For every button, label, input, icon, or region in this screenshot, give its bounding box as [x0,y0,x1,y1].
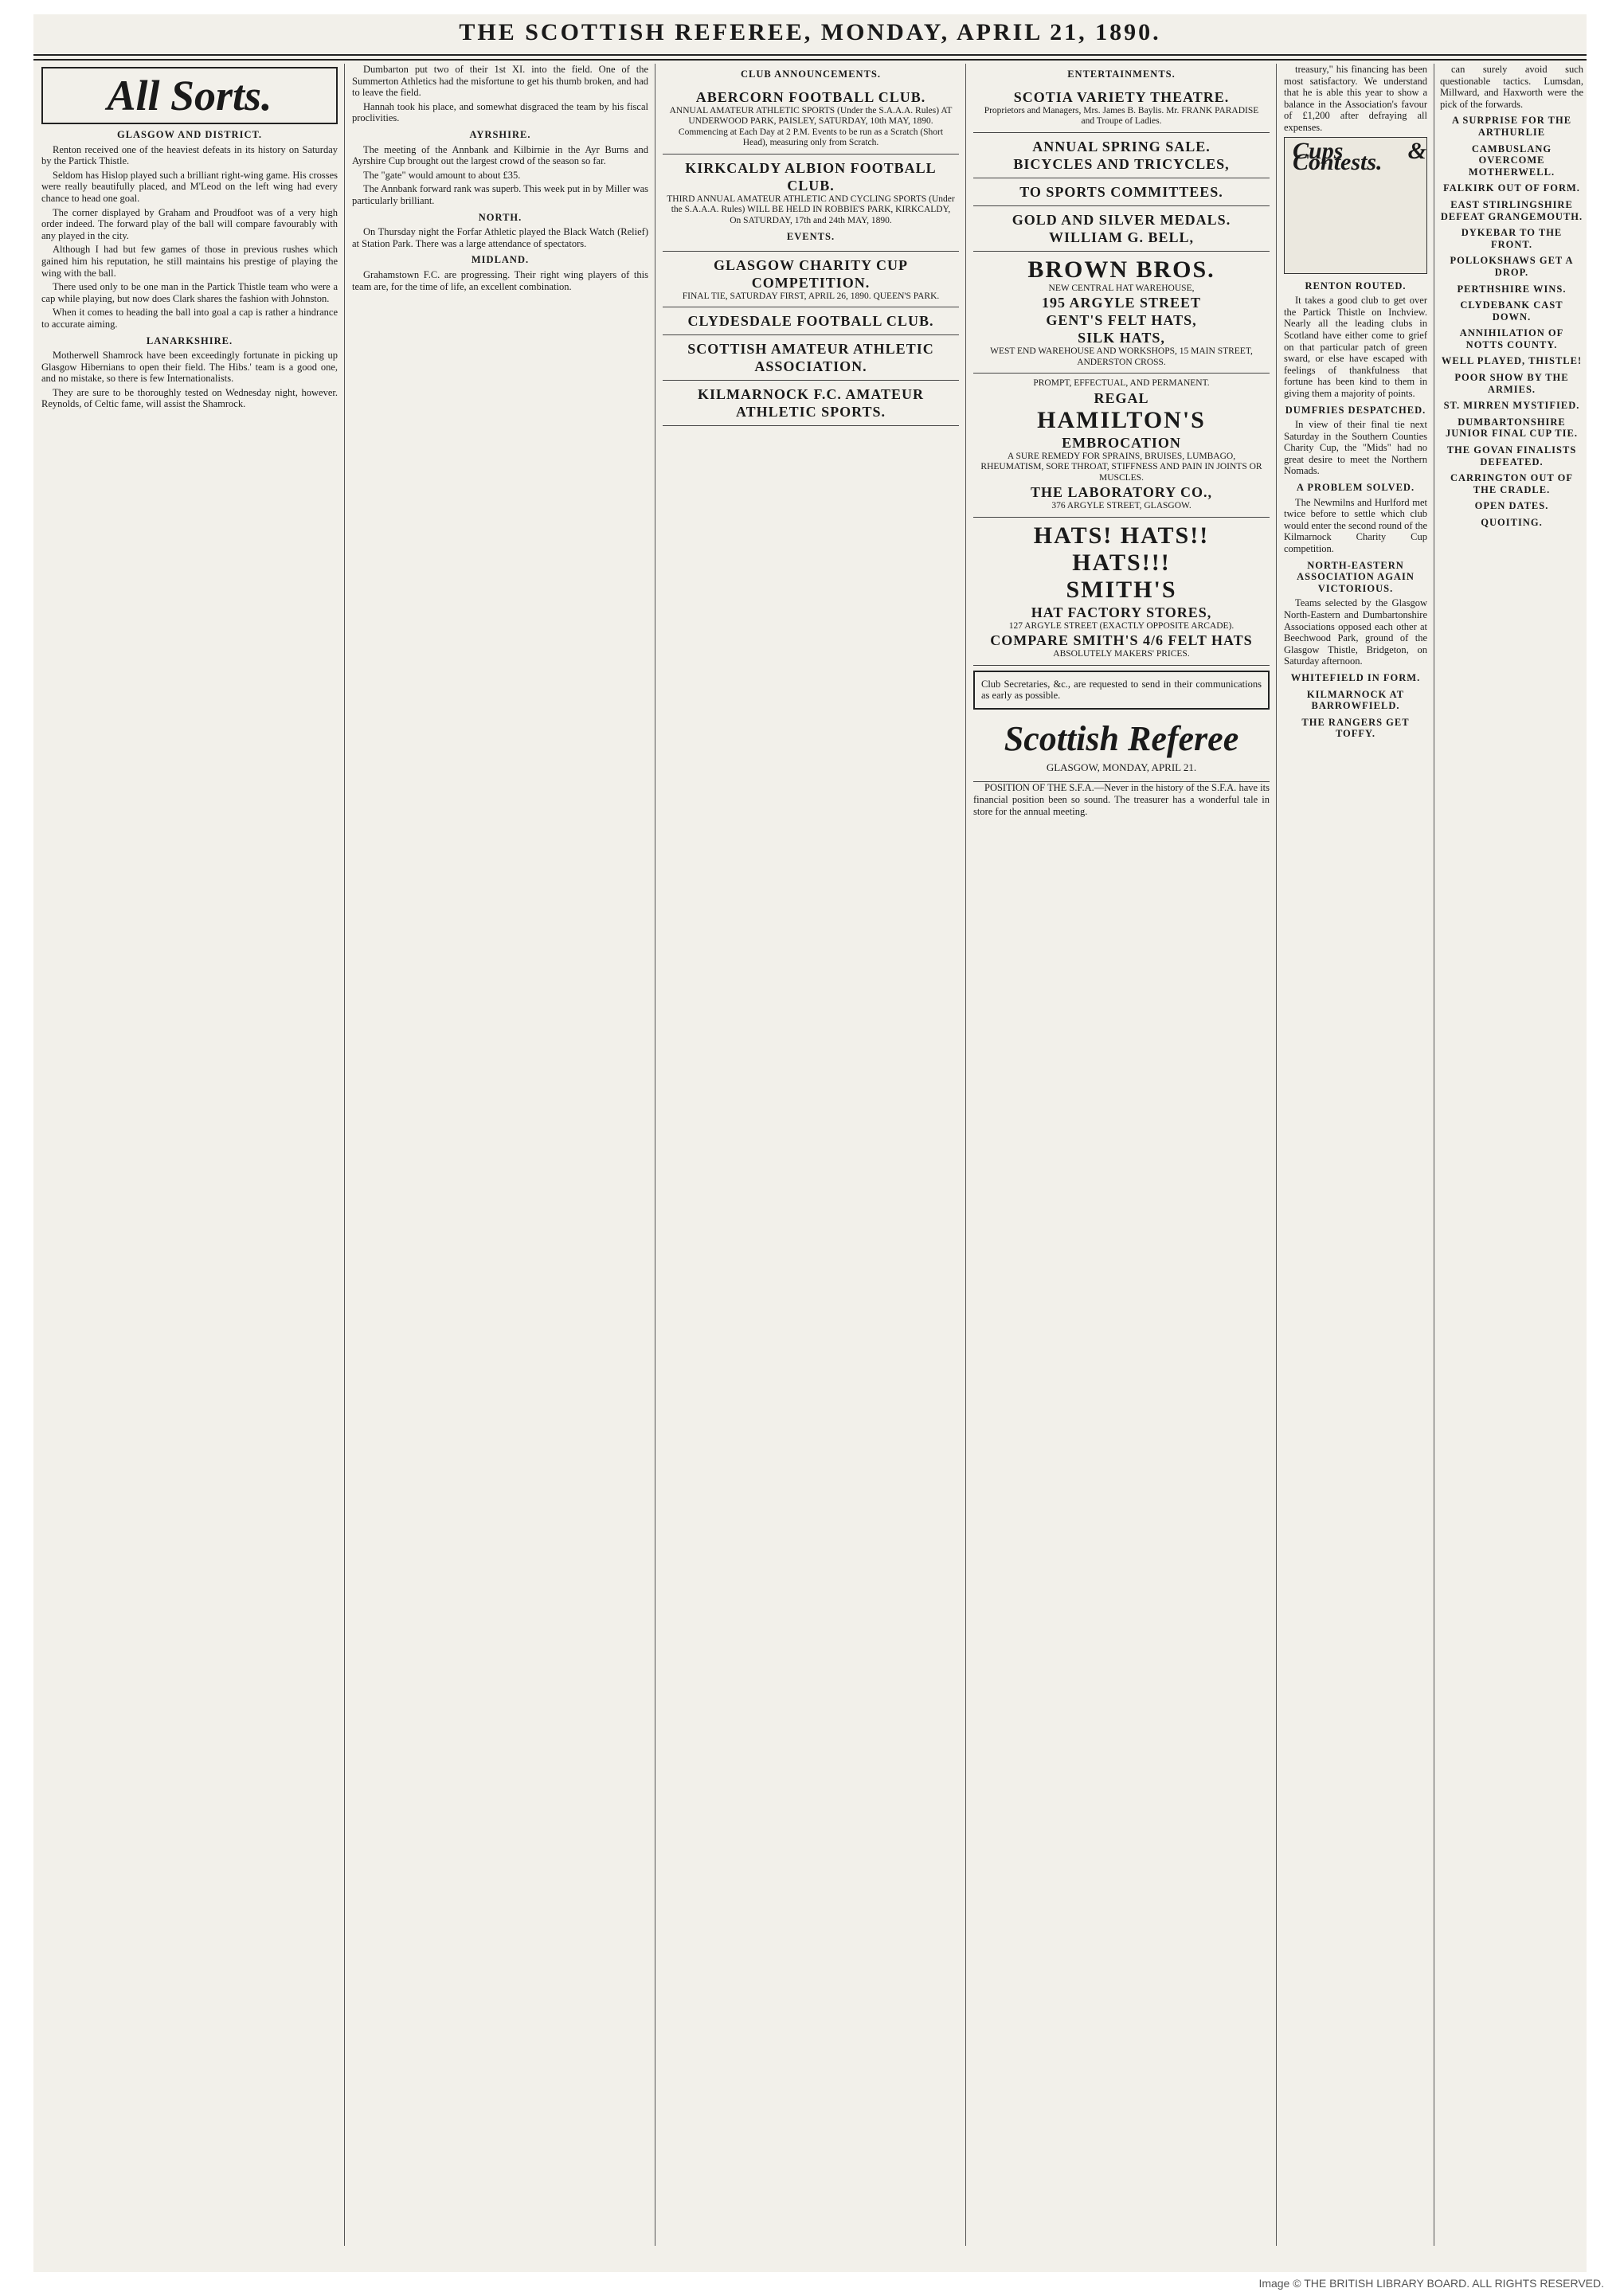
section-heading: PERTHSHIRE WINS. [1457,283,1567,295]
ad-text: Proprietors and Managers, Mrs. James B. Baylis. Mr. FRANK PARADISE and Troupe of Ladies. [984,105,1259,127]
ad-subtitle: GENT'S FELT HATS, [1046,312,1197,329]
cups-contests-cartoon [1284,137,1427,274]
club-title: KIRKCALDY ALBION FOOTBALL CLUB. [685,159,937,194]
section-heading: KILMARNOCK AT BARROWFIELD. [1306,688,1405,712]
paragraph: The Annbank forward rank was superb. This week put in by Miller was particularly brilliant. [352,183,648,206]
ad-text: A SURE REMEDY FOR SPRAINS, BRUISES, LUMBAGO, RHEUMATISM, SORE THROAT, STIFFNESS AND PAIN IN JOINTS OR MUSCLES. [980,451,1262,483]
ad-subtitle: 195 ARGYLE STREET [1041,295,1202,311]
section-heading: ANNIHILATION OF NOTTS COUNTY. [1459,327,1564,350]
paragraph: It takes a good club to get over the Partick Thistle on Inchview. Nearly all the leading clubs in Scotland have either come to grief on that particular patch of green sward, or else have escaped with feelings of thankfulness that fortune has been kind to them in giving them a majority of points. [1284,295,1427,399]
paragraph: Seldom has Hislop played such a brilliant right-wing game. His crosses were really beautifully placed, and M'Leod on the left wing had every chance to head one goal. [41,169,338,204]
newspaper-page [33,14,1587,2272]
paragraph: When it comes to heading the ball into goal a cap is rather a hindrance to accurate aiming. [41,307,338,330]
ad-text: PROMPT, EFFECTUAL, AND PERMANENT. [1033,378,1210,389]
ad-title: ANNUAL SPRING SALE. [1032,138,1211,155]
column-3 [663,64,959,2246]
club-text: THIRD ANNUAL AMATEUR ATHLETIC AND CYCLING SPORTS (Under the S.A.A.A. Rules) WILL BE HELD IN ROBBIE'S PARK, KIRKCALDY, On SATURDAY, 17th and 24th MAY, 1890. [667,194,955,225]
ad-subtitle: SILK HATS, [1078,330,1165,346]
advertisement [973,178,1270,206]
paragraph: On Thursday night the Forfar Athletic played the Black Watch (Relief) at Station Park. There was a large attendance of spectators. [352,226,648,249]
image-credit: Image © THE BRITISH LIBRARY BOARD. ALL RIGHTS RESERVED. [1258,2277,1604,2290]
club-title: ABERCORN FOOTBALL CLUB. [695,88,926,105]
section-heading: DYKEBAR TO THE FRONT. [1461,227,1563,250]
paragraph: In view of their final tie next Saturday in the Southern Counties Charity Cup, the "Mids" had no great desire to meet the Northern Nomads. [1284,419,1427,477]
ad-text: NEW CENTRAL HAT WAREHOUSE, [1048,283,1195,293]
events-heading: EVENTS. [786,231,835,243]
section-heading: CLYDEBANK CAST DOWN. [1460,299,1563,323]
column-6 [1440,64,1583,2246]
paragraph: Teams selected by the Glasgow North-Eastern and Dumbartonshire Associations opposed each other at Beechwood Park, ground of the Glasgow Thistle, Bridgeton, on Saturday afternoon. [1284,597,1427,667]
ad-subtitle: EMBROCATION [1062,434,1181,451]
section-heading: AYRSHIRE. [469,128,531,140]
ad-title: GOLD AND SILVER MEDALS. [1012,211,1231,228]
ad-text: 127 ARGYLE STREET (EXACTLY OPPOSITE ARCADE). [1008,620,1235,631]
section-heading: CARRINGTON OUT OF THE CRADLE. [1450,472,1574,495]
ad-subtitle: BICYCLES AND TRICYCLES, [1013,155,1230,172]
ad-text: WEST END WAREHOUSE AND WORKSHOPS, 15 MAIN STREET, ANDERSTON CROSS. [990,346,1253,367]
section-heading: MIDLAND. [471,254,530,266]
advertisement [973,206,1270,252]
section-heading: POOR SHOW BY THE ARMIES. [1454,372,1569,395]
club-announcement [663,381,959,426]
column-rule [1276,64,1277,2246]
section-heading: OPEN DATES. [1474,500,1549,512]
ad-text: 376 ARGYLE STREET, GLASGOW. [1051,501,1192,511]
paragraph: Grahamstown F.C. are progressing. Their right wing players of this team are, for the time of life, an excellent combination. [352,268,648,292]
club-text: ANNUAL AMATEUR ATHLETIC SPORTS (Under the S.A.A.A. Rules) AT UNDERWOOD PARK, PAISLEY, SATURDAY, 10th MAY, 1890. Commencing at Each Day at 2 P.M. Events to be run as a Scratch (Short Head), measuring only from Scratch. [669,105,953,148]
paragraph: The corner displayed by Graham and Proudfoot was of a very high order indeed. The forward play of the ball will compare favourably with any played in the city. [41,206,338,241]
section-heading: POLLOKSHAWS GET A DROP. [1450,255,1574,278]
column-1 [41,64,338,2246]
column-rule [344,64,345,2246]
section-heading: FALKIRK OUT OF FORM. [1443,182,1580,194]
paragraph: Dumbarton put two of their 1st XI. into the field. One of the Summerton Athletics had the misfortune to get his thumb broken, and had to leave the field. [352,64,648,99]
club-announcement [663,84,959,155]
section-heading: THE GOVAN FINALISTS DEFEATED. [1446,444,1577,467]
club-title: KILMARNOCK F.C. AMATEUR ATHLETIC SPORTS. [697,386,924,420]
ad-title: HAMILTON'S [1037,406,1206,433]
section-heading: CLUB ANNOUNCEMENTS. [741,68,881,80]
section-heading: NORTH-EASTERN ASSOCIATION AGAIN VICTORIOUS. [1297,559,1415,594]
column-2 [352,64,648,2246]
paragraph: The meeting of the Annbank and Kilbirnie in the Ayr Burns and Ayrshire Cup brought out the largest crowd of the season so far. [352,143,648,167]
all-sorts-heading: All Sorts. [41,67,338,124]
section-heading: WHITEFIELD IN FORM. [1290,671,1421,683]
ad-title: HATS!!! [1072,549,1171,576]
paragraph: treasury," his financing has been most satisfactory. We understand that he is able this year to show a balance in the Association's favour of £1,200 after defraying all expenses. [1284,64,1427,133]
dateline: GLASGOW, MONDAY, APRIL 21. [1046,761,1197,773]
ad-title: BROWN BROS. [1027,256,1215,283]
column-4-advertisements [973,64,1270,2246]
paper-nameplate [973,714,1270,783]
secretaries-notice [973,671,1270,710]
ad-text: ABSOLUTELY MAKERS' PRICES. [1053,649,1190,659]
advertisement [973,84,1270,133]
section-heading: THE RANGERS GET TOFFY. [1301,716,1410,740]
paragraph: The "gate" would amount to about £35. [363,169,521,181]
paragraph: The Newmilns and Hurlford met twice before to settle which club would enter the second round of the Kilmarnock Charity Cup competition. [1284,496,1427,555]
advertisement [973,133,1270,178]
section-heading: QUOITING. [1481,517,1543,528]
paragraph: Motherwell Shamrock have been exceedingly fortunate in picking up Glasgow Hibernians to open their field. The Hibs.' team is a good one, and no mistake, so there is few Internationalists. [41,350,338,385]
section-heading: WELL PLAYED, THISTLE! [1441,355,1583,367]
paragraph: They are sure to be thoroughly tested on Wednesday night, however. Reynolds, of Celtic fame, will assist the Shamrock. [41,386,338,410]
ad-title: TO SPORTS COMMITTEES. [1019,183,1223,200]
advertisement-hamiltons [973,374,1270,518]
section-heading: NORTH. [478,211,522,223]
club-announcement [663,155,959,252]
nameplate-title: Scottish Referee [1004,718,1239,758]
paragraph: There used only to be one man in the Partick Thistle team who were a cap while playing, but now does Clark shares the fashion with Johnston. [41,281,338,304]
section-heading: ST. MIRREN MYSTIFIED. [1443,400,1580,412]
section-heading: DUMBARTONSHIRE JUNIOR FINAL CUP TIE. [1446,416,1578,440]
advertisement-brown-bros [973,252,1270,374]
club-text: FINAL TIE, SATURDAY FIRST, APRIL 26, 1890. QUEEN'S PARK. [682,291,940,301]
editorial-paragraph: POSITION OF THE S.F.A.—Never in the history of the S.F.A. have its financial position been so sound. The treasurer has a wonderful tale in store for the annual meeting. [973,782,1270,817]
ad-subtitle: THE LABORATORY CO., [1030,484,1213,501]
masthead-rule-lower [33,59,1587,61]
section-heading: A SURPRISE FOR THE ARTHURLIE [1451,115,1572,138]
column-rule [965,64,966,2246]
ad-title: HATS! HATS!! [1033,522,1210,549]
club-title: SCOTTISH AMATEUR ATHLETIC ASSOCIATION. [687,341,934,375]
ad-title: SMITH'S [1066,576,1177,603]
section-heading: RENTON ROUTED. [1305,280,1407,291]
masthead-rule [33,54,1587,56]
club-title: CLYDESDALE FOOTBALL CLUB. [687,313,934,330]
paragraph: Hannah took his place, and somewhat disgraced the team by his fiscal proclivities. [352,100,648,124]
paragraph: Although I had but few games of those in previous rushes which gained him his reputation, he still maintains his prestige of playing the wing with the ball. [41,244,338,279]
section-heading: GLASGOW AND DISTRICT. [116,129,263,140]
ad-subtitle: WILLIAM G. BELL, [1048,229,1195,245]
ad-subtitle: HAT FACTORY STORES, [1031,604,1212,620]
section-heading: DUMFRIES DESPATCHED. [1285,404,1426,416]
section-heading: A PROBLEM SOLVED. [1296,482,1415,494]
column-5 [1284,64,1427,2246]
ad-title: SCOTIA VARIETY THEATRE. [1013,88,1230,105]
paragraph: Renton received one of the heaviest defeats in its history on Saturday by the Partick Thistle. [41,143,338,167]
section-heading: LANARKSHIRE. [146,334,233,346]
club-announcement [663,307,959,335]
cartoon-caption: Cups & Contests. [1293,137,1426,176]
section-heading: CAMBUSLANG OVERCOME MOTHERWELL. [1468,143,1555,178]
section-heading: ENTERTAINMENTS. [1067,68,1176,80]
masthead: THE SCOTTISH REFEREE, MONDAY, APRIL 21, 1890. [459,19,1161,45]
paragraph: can surely avoid such questionable tactics. Lumsdan, Millward, and Haxworth were the pick of the forwards. [1440,64,1583,110]
notice-text: Club Secretaries, &c., are requested to send in their communications as early as possible. [981,678,1262,702]
club-title: GLASGOW CHARITY CUP COMPETITION. [713,256,909,291]
club-announcement [663,252,959,308]
ad-subtitle: REGAL [1094,389,1149,406]
ad-subtitle: COMPARE SMITH'S 4/6 FELT HATS [990,632,1253,649]
advertisement-smiths-hats [973,518,1270,666]
club-announcement [663,335,959,381]
section-heading: EAST STIRLINGSHIRE DEFEAT GRANGEMOUTH. [1440,198,1583,222]
